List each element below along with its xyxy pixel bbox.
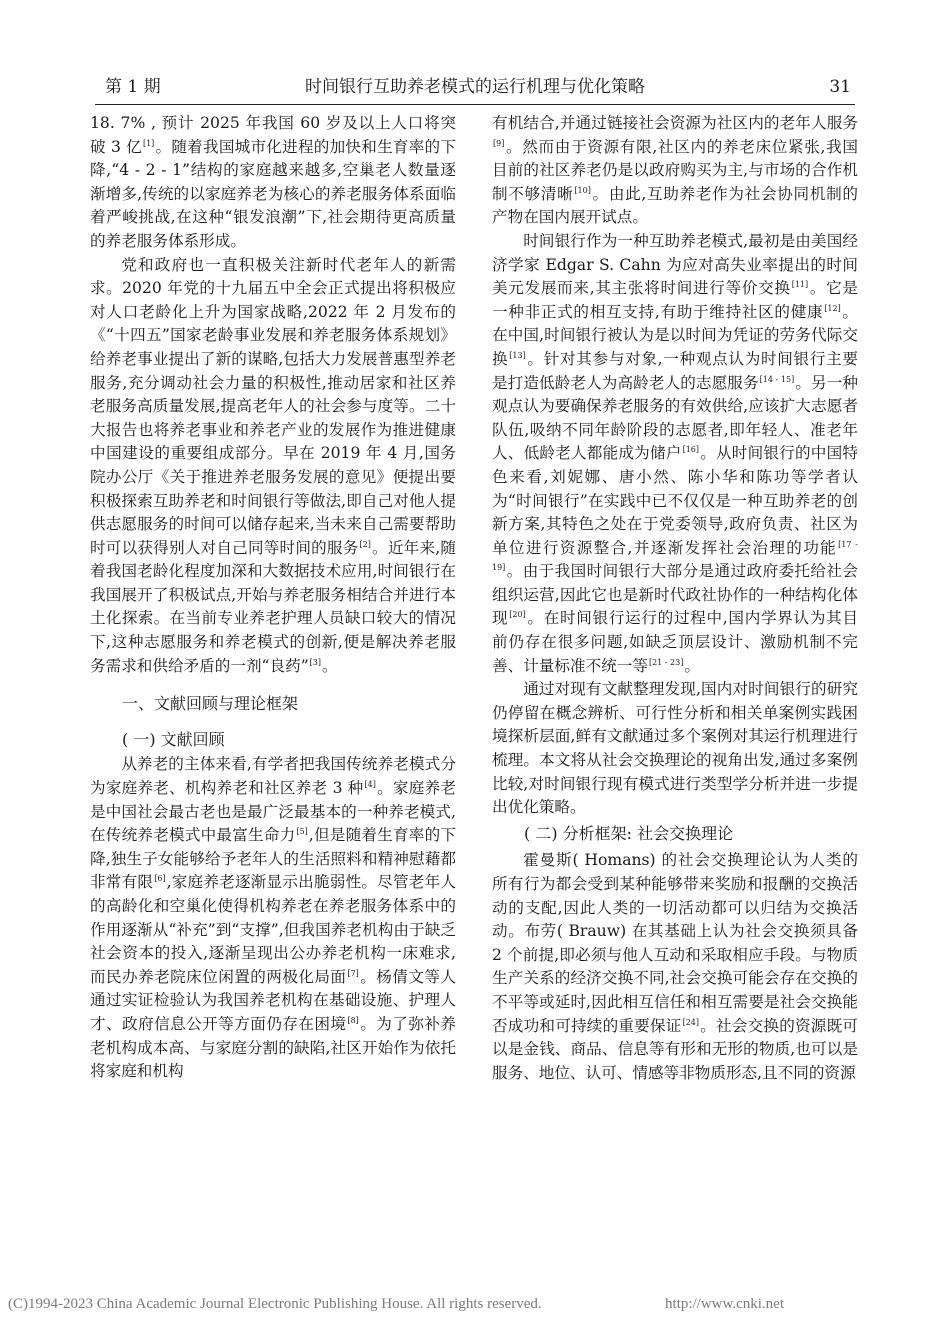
- citation: [3]: [309, 657, 322, 667]
- paragraph-text: 。由于我国时间银行大部分是通过政府委托给社会组织运营,因此它也是新时代政社协作的一种结构化体现: [492, 562, 858, 628]
- paragraph-text: 。它是一种非正式的相互支持,有助于维持社区的健康: [492, 279, 858, 321]
- right-column: [492, 112, 858, 1085]
- paragraph-text: 。由此,互助养老作为社会协同机制的产物在国内展开试点。: [492, 184, 858, 227]
- section-heading: 一、文献回顾与理论框架: [122, 694, 299, 714]
- paragraph-text: ,家庭养老逐渐显示出脆弱性。尽管老年人的高龄化和空巢化使得机构养老在养老服务体系中的作用逐渐从“补充”到“支撑”,但我国养老机构由于缺乏社会资本的投入,逐渐呈现出公办养老机构一床难求,而民办养老院床位闲置的两极化局面: [90, 873, 456, 986]
- citation: [11]: [791, 280, 809, 290]
- page-number: 31: [829, 77, 851, 97]
- citation: [7]: [347, 968, 359, 978]
- citation: [14 - 15]: [759, 374, 795, 384]
- paragraph-text: 。家庭养老是中国社会最古老也是最广泛最基本的一种养老模式,在传统养老模式中最富生命力: [90, 779, 456, 845]
- citation: [24]: [682, 1017, 699, 1027]
- paragraph-text: 。然而由于资源有限,社区内的养老床位紧张,我国目前的社区养老仍是以政府购买为主,与市场的合作机制不够清晰: [492, 137, 858, 203]
- citation: [16]: [682, 445, 699, 455]
- paragraph-text: 从养老的主体来看,有学者把我国传统养老模式分为家庭养老、机构养老和社区养老 3 种: [90, 755, 456, 798]
- paragraph-text: 霍曼斯( Homans) 的社会交换理论认为人类的所有行为都会受到某种能够带来奖励和报酬的交换活动的支配,因此人类的一切活动都可以归结为交换活动。布劳( Brauw) 在其基础上认为社会交换须具备 2 个前提,即必须与他人互动和采取相应手段。与物质生产关系的经济交换不同,社会交换可能会存在交换的不平等或延时,因此相互信任和相互需要是社会交换能否成功和可持续的重要保证: [492, 851, 858, 1035]
- citation: [21 - 23]: [648, 657, 684, 667]
- citation: [8]: [347, 1015, 359, 1025]
- paragraph-text: 。随着我国城市化进程的加快和生育率的下降,“4 - 2 - 1”结构的家庭越来越多,空巢老人数量逐渐增多,传统的以家庭养老为核心的养老服务体系面临着严峻挑战,在这种“银发浪潮”下,社会期待更高质量的养老服务体系形成。: [90, 137, 456, 250]
- paragraph-text: 时间银行作为一种互助养老模式,最初是由美国经济学家 Edgar S. Cahn 为应对高失业率提出的时间美元发展而来,其主张将时间进行等价交换: [492, 231, 858, 298]
- paragraph-text: 。另一种观点认为要确保养老服务的有效供给,应该扩大志愿者队伍,吸纳不同年龄阶段的志愿者,即年轻人、准老年人、低龄老人都能成为储户: [492, 373, 858, 463]
- citation: [2]: [359, 539, 371, 549]
- paragraph-text: 。社会交换的资源既可以是金钱、商品、信息等有形和无形的物质,也可以是服务、地位、认可、情感等非物质形态,且不同的资源: [492, 1016, 858, 1082]
- issue-label: 第 1 期: [105, 77, 161, 97]
- paragraph: [492, 849, 858, 1085]
- citation: [5]: [296, 827, 308, 837]
- paragraph-text: 18. 7% , 预计 2025 年我国 60 岁及以上人口将突破 3 亿: [90, 114, 456, 156]
- paragraph-text: 党和政府也一直积极关注新时代老年人的新需求。2020 年党的十九届五中全会正式提出将积极应对人口老龄化上升为国家战略,2022 年 2 月发布的《“十四五”国家老龄事业发展和养老服务体系规划》给养老事业提出了新的谋略,包括大力发展普惠型养老服务,充分调动社会力量的积极性,推动居家和社区养老服务高质量发展,提高老年人的社会参与度等。二十大报告也将养老事业和养老产业的发展作为推进健康中国建设的重要组成部分。早在 2019 年 4 月,国务院办公厅《关于推进养老服务发展的意见》便提出要积极探索互助养老和时间银行等做法,即自己对他人提供志愿服务的时间可以储存起来,当未来自己需要帮助时可以获得别人对自己同等时间的服务: [90, 255, 456, 557]
- citation: [10]: [574, 185, 591, 195]
- paragraph-text: 。从时间银行的中国特色来看,刘妮娜、唐小然、陈小华和陈功等学者认为“时间银行”在实践中已不仅仅是一种互助养老的创新方案,其特色之处在于党委领导,政府负责、社区为单位进行资源整合,并逐渐发挥社会治理的功能: [492, 444, 858, 557]
- paragraph: [492, 112, 858, 230]
- paragraph: 通过对现有文献整理发现,国内对时间银行的研究仍停留在概念辨析、可行性分析和相关单案例实践困境探析层面,鲜有文献通过多个案例对其运行机理进行梳理。本文将从社会交换理论的视角出发,通过多案例比较,对时间银行现有模式进行类型学分析并进一步提出优化策略。: [492, 680, 858, 817]
- paragraph: [90, 254, 456, 679]
- copyright-footer: [8, 1296, 948, 1313]
- running-title: 时间银行互助养老模式的运行机理与优化策略: [305, 77, 645, 97]
- citation: [9]: [493, 138, 505, 148]
- paragraph-text: 。在时间银行运行的过程中,国内学界认为其目前仍存在很多问题,如缺乏顶层设计、激励机制不完善、计量标准不统一等: [492, 609, 858, 675]
- citation: [6]: [154, 874, 166, 884]
- paragraph-text: 。: [684, 656, 700, 675]
- paragraph: [492, 230, 858, 678]
- paragraph-text: 。在中国,时间银行被认为是以时间为凭证的劳务代际交换: [492, 302, 858, 368]
- citation: [17 - 19]: [492, 539, 859, 573]
- citation: [12]: [824, 303, 841, 313]
- paragraph-text: 。杨倩文等人通过实证检验认为我国养老机构在基础设施、护理人才、政府信息公开等方面仍存在困境: [90, 967, 456, 1033]
- subsection-heading: ( 二) 分析框架: 社会交换理论: [524, 823, 734, 843]
- paragraph: [90, 112, 456, 254]
- citation: [4]: [364, 780, 376, 790]
- citation: [13]: [509, 350, 526, 360]
- citation: [20]: [509, 610, 526, 620]
- paragraph-text: 有机结合,并通过链接社会资源为社区内的老年人服务: [492, 114, 858, 132]
- subsection-heading: ( 一) 文献回顾: [122, 729, 225, 749]
- paragraph-text: 。近年来,随着我国老龄化程度加深和大数据技术应用,时间银行在我国展开了积极试点,开始与养老服务相结合并进行本土化探索。在当前专业养老护理人员缺口较大的情况下,这种志愿服务和养老模式的创新,便是解决养老服务需求和供给矛盾的一剂“良药”: [90, 538, 456, 675]
- paragraph-text: 。为了弥补养老机构成本高、与家庭分割的缺陷,社区开始作为依托将家庭和机构: [90, 1014, 456, 1081]
- copyright-text: (C)1994-2023 China Academic Journal Electronic Publishing House. All rights reserved.: [8, 1296, 542, 1312]
- left-column: [90, 112, 456, 1084]
- paragraph-text: 。: [322, 656, 338, 675]
- paragraph-text: ,但是随着生育率的下降,独生子女能够给予老年人的生活照料和精神慰藉都非常有限: [90, 826, 456, 892]
- website-link[interactable]: http://www.cnki.net: [665, 1296, 785, 1312]
- paragraph-text: 。针对其参与对象,一种观点认为时间银行主要是打造低龄老人为高龄老人的志愿服务: [492, 349, 858, 392]
- running-header: [95, 70, 855, 105]
- citation: [1]: [142, 138, 155, 148]
- paragraph: [90, 753, 456, 1083]
